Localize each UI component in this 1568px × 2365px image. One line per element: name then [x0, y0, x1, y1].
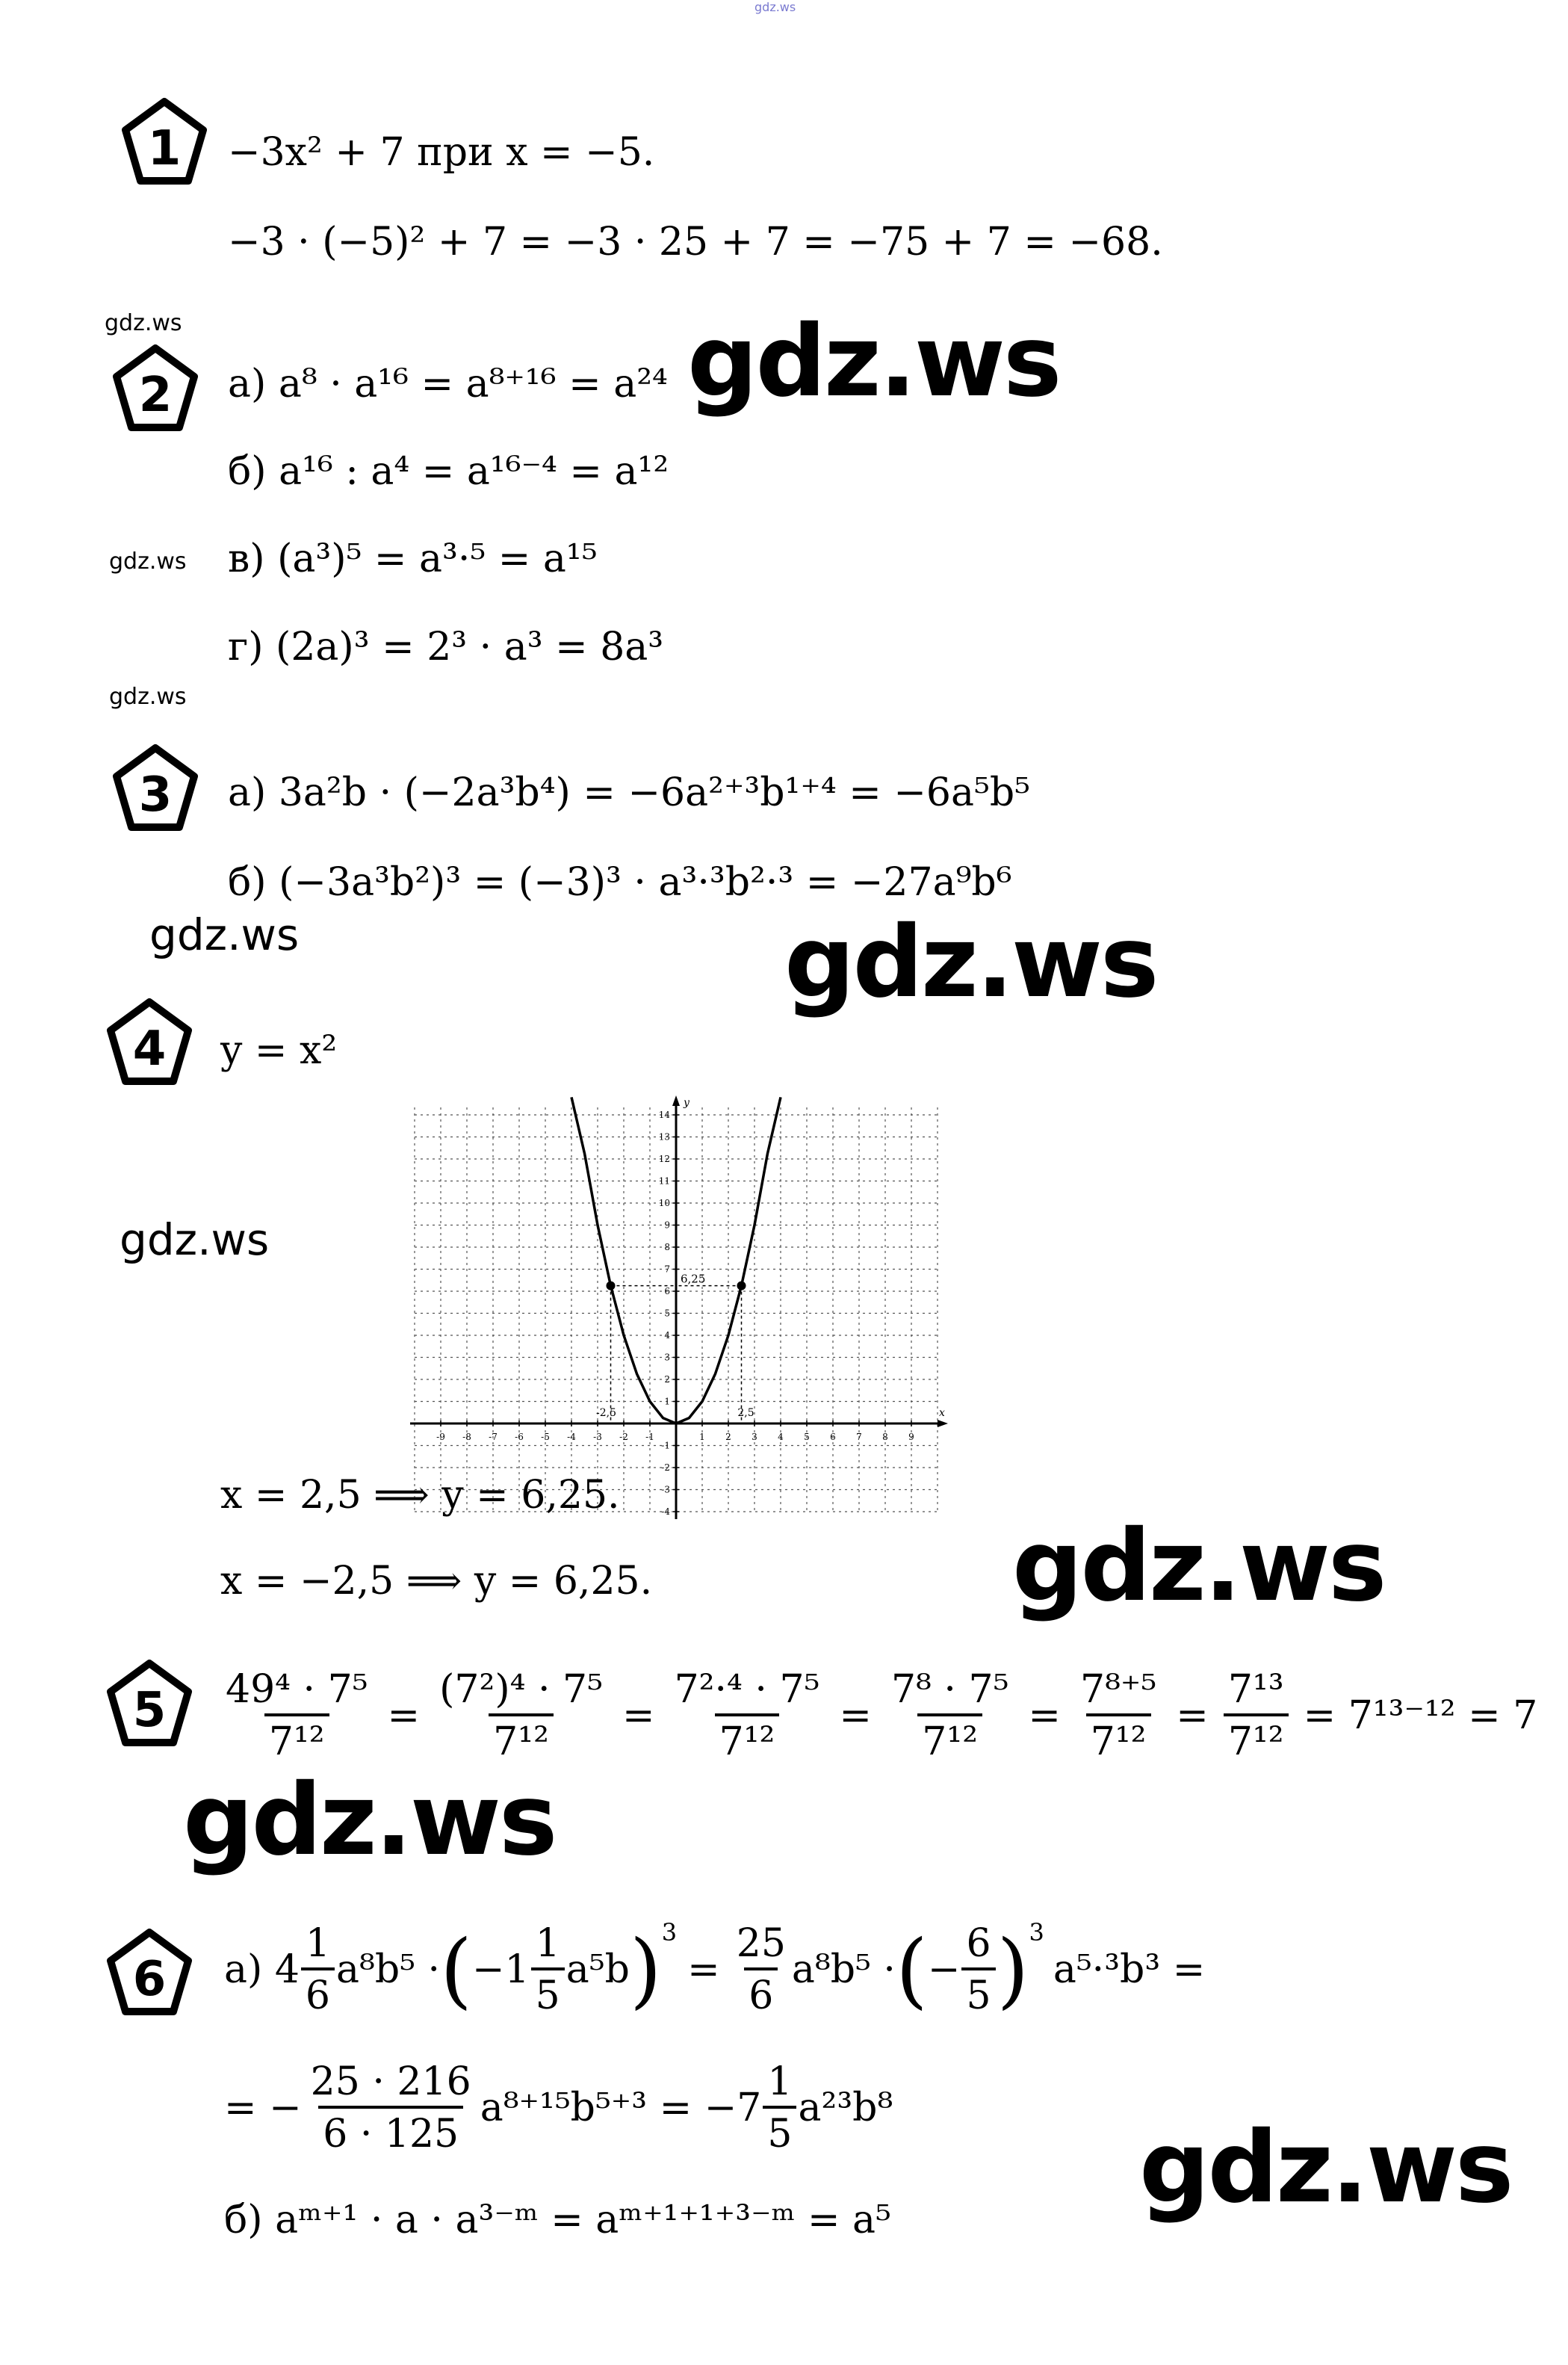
- task5-expression: $\frac{\text{49⁴ · 7⁵}}{\text{7¹²}}$ = $\frac{\text{(7²)⁴ · 7⁵}}{\text{7¹²}}$ = $\frac{\text{7²·⁴ · 7⁵}}{\text{7¹²}}$ = $\frac{\text{7⁸ · 7⁵}}{\text{7¹²}}$ = $\frac{\text{7⁸⁺⁵}}{\text{7¹²}}$ = $\frac{\text{7¹³}}{\text{7¹²}}$ = 7¹³⁻¹² = 7: [217, 1670, 1548, 1761]
- marked-point: [737, 1282, 746, 1290]
- x-tick-label: -7: [489, 1432, 498, 1442]
- badge-number: 1: [147, 121, 182, 176]
- y-tick-label: 3: [664, 1352, 670, 1363]
- y-tick-label: 8: [664, 1242, 670, 1252]
- x-tick-label: -2: [619, 1432, 628, 1442]
- fraction: $\frac{\text{7⁸ · 7⁵}}{\text{7¹²}}$: [890, 1667, 1009, 1764]
- x-tick-label: -5: [541, 1432, 550, 1442]
- x-tick-label: -9: [436, 1432, 445, 1442]
- task3-b: б) (−3a³b²)³ = (−3)³ · a³·³b²·³ = −27a⁹b⁶: [228, 860, 1012, 905]
- watermark-small: gdz.ws: [105, 310, 182, 336]
- task6-a: а) 4 $\frac{1}{6}$ a⁸b⁵ · ( −1 $\frac{1}{5}$ a⁵b ) 3 = $\frac{25}{6}$ a⁸b⁵ · ( − $\frac{6}{5}$ ) 3 a⁵·³b³ =: [224, 1918, 1206, 2018]
- watermark-big: gdz.ws: [1012, 1509, 1385, 1624]
- x-tick-label: 3: [752, 1432, 757, 1442]
- watermark-small: gdz.ws: [109, 684, 187, 710]
- x-axis-label: x: [939, 1407, 945, 1419]
- x-axis-arrow: [938, 1420, 948, 1427]
- watermark-mid: gdz.ws: [149, 909, 300, 960]
- y-tick-label: 12: [658, 1154, 670, 1164]
- y-tick-label: 13: [658, 1131, 670, 1143]
- task1-line2: −3 · (−5)² + 7 = −3 · 25 + 7 = −75 + 7 = −68.: [228, 220, 1163, 265]
- watermark-big: gdz.ws: [784, 905, 1157, 1020]
- task5-tail: = 7¹³⁻¹² = 7: [1303, 1693, 1538, 1738]
- task-badge-1: [120, 97, 209, 187]
- y-tick-label: 9: [664, 1219, 670, 1231]
- y-tick-label: 14: [658, 1110, 670, 1120]
- x-tick-label: 5: [804, 1432, 810, 1442]
- x-tick-label: 9: [908, 1432, 914, 1442]
- watermark-small: gdz.ws: [109, 548, 187, 575]
- y-axis-label: y: [684, 1097, 690, 1109]
- y-axis-arrow: [672, 1095, 680, 1106]
- x-tick-label: -1: [645, 1432, 654, 1442]
- badge-number: 6: [132, 1952, 167, 2007]
- watermark-top: gdz.ws: [754, 0, 796, 14]
- watermark-big: gdz.ws: [1139, 2110, 1512, 2225]
- task4-function: y = x²: [220, 1028, 338, 1073]
- x-tick-label: -4: [567, 1432, 576, 1442]
- y-tick-label: -3: [661, 1484, 670, 1495]
- marked-point: [607, 1282, 616, 1290]
- fraction: $\frac{\text{7²·⁴ · 7⁵}}{\text{7¹²}}$: [674, 1667, 820, 1764]
- task2-g: г) (2a)³ = 2³ · a³ = 8a³: [228, 625, 664, 670]
- y-tick-label: 2: [664, 1374, 670, 1385]
- y-tick-label: 1: [664, 1396, 670, 1407]
- task2-v: в) (a³)⁵ = a³·⁵ = a¹⁵: [228, 537, 598, 581]
- task4-result2: x = −2,5 ⟹ y = 6,25.: [220, 1559, 653, 1604]
- y-tick-label: 6: [664, 1286, 670, 1296]
- task-badge-4: [105, 998, 194, 1087]
- watermark-big: gdz.ws: [183, 1763, 556, 1878]
- task4-result1: x = 2,5 ⟹ y = 6,25.: [220, 1473, 620, 1518]
- y-tick-label: -1: [661, 1440, 670, 1451]
- watermark-big: gdz.ws: [687, 304, 1060, 419]
- badge-number: 5: [132, 1683, 167, 1738]
- x-tick-label: 2: [725, 1432, 731, 1442]
- y-tick-label: 4: [664, 1330, 670, 1341]
- task-badge-6: [105, 1928, 194, 2018]
- y-tick-label: 5: [664, 1308, 670, 1319]
- task-badge-5: [105, 1659, 194, 1749]
- y-tick-label: 7: [664, 1264, 670, 1275]
- task-badge-2: [111, 344, 200, 433]
- x-tick-label: 8: [882, 1432, 888, 1442]
- x-tick-label: -8: [462, 1432, 471, 1442]
- fraction: $\frac{\text{7¹³}}{\text{7¹²}}$: [1224, 1670, 1289, 1761]
- task1-line1: −3x² + 7 при x = −5.: [228, 130, 655, 175]
- y-tick-label: 10: [658, 1198, 670, 1208]
- x-tick-label: -3: [593, 1432, 602, 1442]
- annotation-label: -2,5: [596, 1407, 616, 1419]
- fraction: $\frac{\text{49⁴ · 7⁵}}{\text{7¹²}}$: [226, 1667, 368, 1764]
- x-tick-label: 4: [778, 1432, 784, 1442]
- x-tick-label: 6: [830, 1432, 836, 1442]
- x-tick-label: 1: [699, 1432, 705, 1442]
- fraction: $\frac{\text{7⁸⁺⁵}}{\text{7¹²}}$: [1080, 1667, 1157, 1764]
- annotation-label: 6,25: [681, 1272, 706, 1286]
- task2-b: б) a¹⁶ : a⁴ = a¹⁶⁻⁴ = a¹²: [228, 449, 669, 494]
- task-badge-3: [111, 743, 200, 833]
- badge-number: 3: [138, 767, 173, 823]
- fraction: $\frac{\text{(7²)⁴ · 7⁵}}{\text{7¹²}}$: [439, 1667, 603, 1764]
- y-tick-label: -4: [661, 1506, 670, 1517]
- task3-a: а) 3a²b · (−2a³b⁴) = −6a²⁺³b¹⁺⁴ = −6a⁵b⁵: [228, 770, 1030, 815]
- y-tick-label: 11: [658, 1175, 670, 1187]
- x-tick-label: 7: [856, 1432, 862, 1442]
- x-tick-label: -6: [515, 1432, 524, 1442]
- badge-number: 4: [132, 1021, 167, 1077]
- y-tick-label: -2: [661, 1462, 670, 1473]
- task6-a-line2: = − $\frac{25 \cdot 216}{6 \cdot 125}$ a⁸⁺¹⁵b⁵⁺³ = −7 $\frac{1}{5}$ a²³b⁸: [224, 2059, 893, 2157]
- annotation-label: 2,5: [737, 1407, 754, 1419]
- badge-number: 2: [138, 368, 173, 423]
- task2-a: а) a⁸ · a¹⁶ = a⁸⁺¹⁶ = a²⁴: [228, 362, 668, 406]
- task6-b: б) aᵐ⁺¹ · a · a³⁻ᵐ = aᵐ⁺¹⁺¹⁺³⁻ᵐ = a⁵: [224, 2198, 891, 2242]
- watermark-mid: gdz.ws: [120, 1214, 270, 1265]
